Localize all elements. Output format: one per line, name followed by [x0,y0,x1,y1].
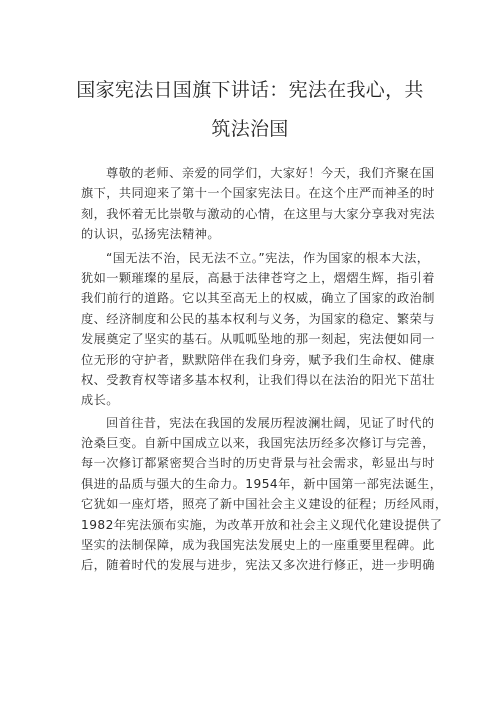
text-line: 它犹如一座灯塔，照亮了新中国社会主义建设的征程；历经风雨， [81,497,448,512]
text-line: 回首往昔，宪法在我国的发展历程波澜壮阔，见证了时代的 [106,415,435,430]
document-title-line-1: 国家宪法日国旗下讲话：宪法在我心，共 [76,79,424,101]
text-line: 刻，我怀着无比崇敬与激动的心情，在这里与大家分享我对宪法 [81,206,435,221]
text-line: 度、经济制度和公民的基本权利与义务，为国家的稳定、繁荣与 [81,311,435,326]
paragraph-constitution-history [81,413,448,576]
text-line: 成长。 [81,393,119,408]
text-line: 每一次修订都紧密契合当时的历史背景与社会需求，彰显出与时 [81,456,435,471]
text-line: 沧桑巨变。自新中国成立以来，我国宪法历经多次修订与完善， [81,436,435,451]
paragraph-greeting [81,163,433,245]
text-line: 我们前行的道路。它以其至高无上的权威，确立了国家的政治制 [81,291,435,306]
document-body [81,163,448,579]
text-line: 后，随着时代的发展与进步，宪法又多次进行修正，进一步明确 [81,558,435,573]
text-line: 1982年宪法颁布实施，为改革开放和社会主义现代化建设提供了 [81,517,443,532]
text-line: 俱进的品质与强大的生命力。1954年，新中国第一部宪法诞生， [81,476,443,491]
text-line: 尊敬的老师、亲爱的同学们，大家好！今天，我们齐聚在国 [106,166,435,180]
text-line: “国无法不治，民无法不立。”宪法，作为国家的根本大法， [106,250,430,265]
text-line: 位无形的守护者，默默陪伴在我们身旁，赋予我们生命权、健康 [81,352,435,367]
paragraph-constitution-role [81,248,433,411]
text-line: 坚实的法制保障，成为我国宪法发展史上的一座重要里程碑。此 [81,538,435,553]
text-line: 的认识，弘扬宪法精神。 [81,227,221,242]
text-line: 发展奠定了坚实的基石。从呱呱坠地的那一刻起，宪法便如同一 [81,332,435,347]
text-line: 旗下，共同迎来了第十一个国家宪法日。在这个庄严而神圣的时 [81,186,435,201]
document-title-line-2: 筑法治国 [211,118,289,140]
text-line: 权、受教育权等诸多基本权利，让我们得以在法治的阳光下茁壮 [81,372,435,387]
text-line: 犹如一颗璀璨的星辰，高悬于法律苍穹之上，熠熠生辉，指引着 [81,270,435,285]
